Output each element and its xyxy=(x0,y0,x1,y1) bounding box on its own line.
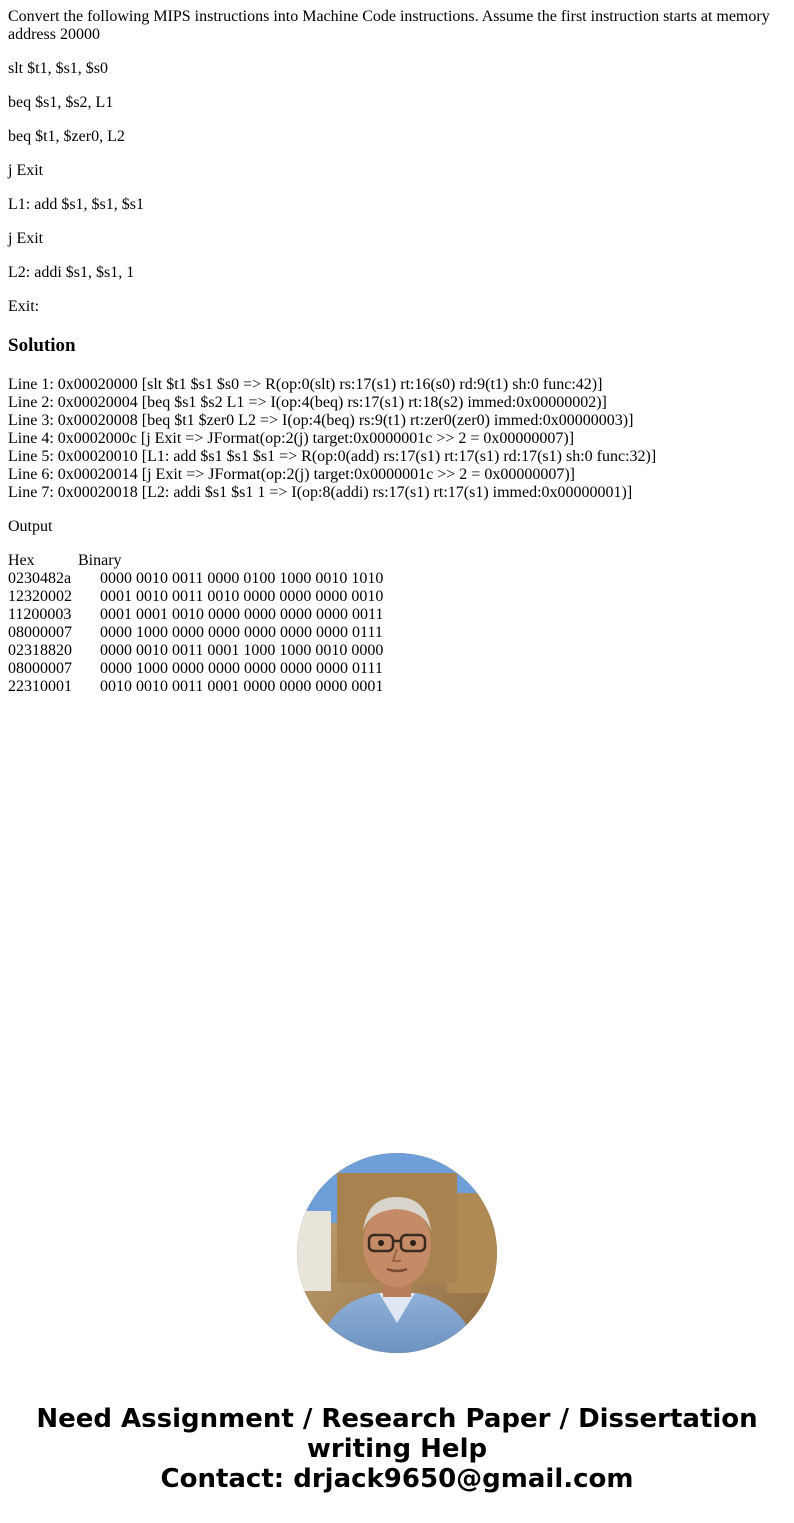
instruction-line: Exit: xyxy=(8,298,40,315)
promo-contact: Contact: drjack9650@gmail.com xyxy=(160,1464,634,1494)
binary-cell: 0000 0010 0011 0000 0100 1000 0010 1010 xyxy=(100,570,384,587)
solution-lines xyxy=(8,376,786,502)
table-row xyxy=(8,678,786,696)
hex-cell: 11200003 xyxy=(8,606,72,623)
instruction-line: beq $s1, $s2, L1 xyxy=(8,94,114,111)
solution-line: Line 5: 0x00020010 [L1: add $s1 $s1 $s1 => R(op:0(add) rs:17(s1) rt:17(s1) rd:17(s1) sh:0 func:32)] xyxy=(8,448,657,465)
table-row xyxy=(8,588,786,606)
instruction-line: slt $t1, $s1, $s0 xyxy=(8,60,109,77)
instruction-line: L2: addi $s1, $s1, 1 xyxy=(8,264,135,281)
binary-cell: 0000 1000 0000 0000 0000 0000 0000 0111 xyxy=(100,660,383,677)
binary-cell: 0000 1000 0000 0000 0000 0000 0000 0111 xyxy=(100,624,383,641)
solution-line: Line 2: 0x00020004 [beq $s1 $s2 L1 => I(op:4(beq) rs:17(s1) rt:18(s2) immed:0x00000002)] xyxy=(8,394,607,411)
instruction-line: j Exit xyxy=(8,162,44,179)
promo-line-1: Need Assignment / Research Paper / Dissertation xyxy=(36,1404,758,1434)
binary-cell: 0000 0010 0011 0001 1000 1000 0010 0000 xyxy=(100,642,384,659)
table-row xyxy=(8,606,786,624)
table-row xyxy=(8,642,786,660)
binary-cell: 0001 0010 0011 0010 0000 0000 0000 0010 xyxy=(100,588,384,605)
hex-column-header: Hex xyxy=(8,552,35,569)
binary-column-header: Binary xyxy=(78,552,122,569)
author-portrait-image xyxy=(297,1153,497,1353)
solution-line: Line 6: 0x00020014 [j Exit => JFormat(op:2(j) target:0x0000001c >> 2 = 0x00000007)] xyxy=(8,466,575,483)
output-label: Output xyxy=(8,518,53,535)
promo-banner xyxy=(0,1404,794,1494)
solution-line: Line 7: 0x00020018 [L2: addi $s1 $s1 1 => I(op:8(addi) rs:17(s1) rt:17(s1) immed:0x00000001)] xyxy=(8,484,633,501)
table-header-row xyxy=(8,552,786,570)
binary-cell: 0010 0010 0011 0001 0000 0000 0000 0001 xyxy=(100,678,384,695)
hex-cell: 0230482a xyxy=(8,570,72,587)
question-intro: Convert the following MIPS instructions into Machine Code instructions. Assume the first instruction starts at memory address 20000 xyxy=(8,8,770,43)
author-avatar xyxy=(297,1153,497,1353)
instruction-line: L1: add $s1, $s1, $s1 xyxy=(8,196,144,213)
table-row xyxy=(8,624,786,642)
table-row xyxy=(8,660,786,678)
document-body xyxy=(8,8,786,696)
instruction-line: beq $t1, $zer0, L2 xyxy=(8,128,125,145)
solution-line: Line 3: 0x00020008 [beq $t1 $zer0 L2 => I(op:4(beq) rs:9(t1) rt:zer0(zer0) immed:0x00000003)] xyxy=(8,412,634,429)
solution-heading: Solution xyxy=(8,335,76,356)
hex-cell: 08000007 xyxy=(8,624,72,641)
binary-cell: 0001 0001 0010 0000 0000 0000 0000 0011 xyxy=(100,606,384,623)
hex-cell: 08000007 xyxy=(8,660,72,677)
hex-cell: 12320002 xyxy=(8,588,72,605)
table-row xyxy=(8,570,786,588)
solution-line: Line 4: 0x0002000c [j Exit => JFormat(op:2(j) target:0x0000001c >> 2 = 0x00000007)] xyxy=(8,430,575,447)
hex-cell: 22310001 xyxy=(8,678,72,695)
instruction-line: j Exit xyxy=(8,230,44,247)
promo-line-2: writing Help xyxy=(306,1434,488,1464)
machine-code-table xyxy=(8,552,786,696)
hex-cell: 02318820 xyxy=(8,642,72,659)
solution-line: Line 1: 0x00020000 [slt $t1 $s1 $s0 => R(op:0(slt) rs:17(s1) rt:16(s0) rd:9(t1) sh:0 func:42)] xyxy=(8,376,603,393)
